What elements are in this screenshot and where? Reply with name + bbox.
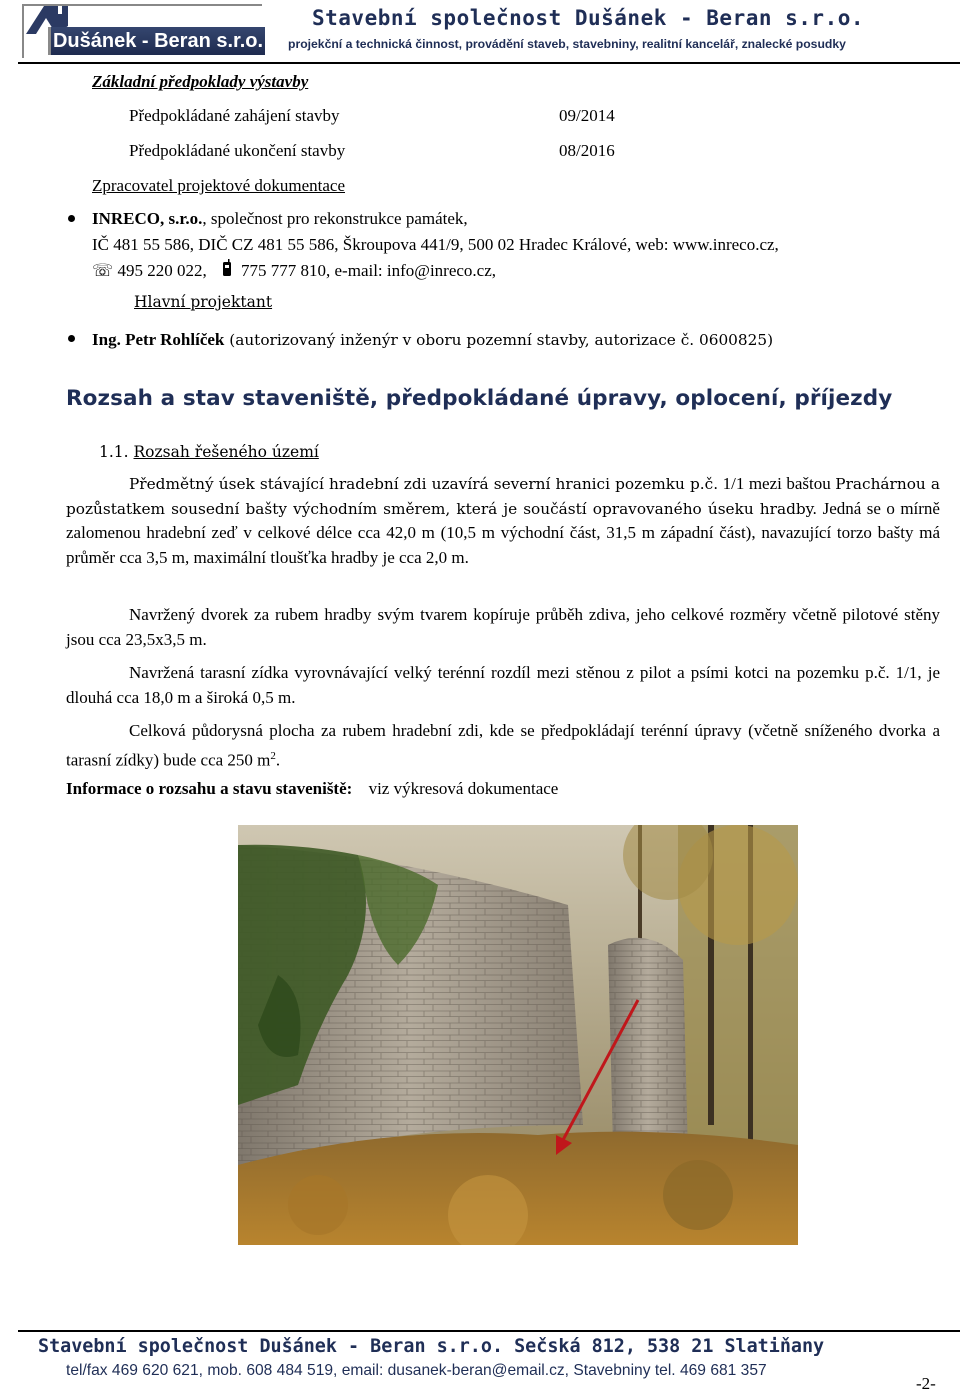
assumptions-heading: Základní předpoklady výstavby [92, 72, 309, 91]
processor-address: IČ 481 55 586, DIČ CZ 481 55 586, Škroupova 441/9, 500 02 Hradec Králové, web: www.inreco.cz, [92, 235, 779, 254]
company-title: Stavební společnost Dušánek - Beran s.r.o. [312, 6, 865, 30]
processor-company-name: INRECO, s.r.o. [92, 209, 203, 228]
processor-company-line [92, 207, 468, 231]
p1-part-b: 1/1 mezi baštou [718, 474, 831, 493]
site-info-value: viz výkresová dokumentace [368, 779, 559, 798]
p1-part-d: Jedná se o mírně zalomenou hradební zeď v celkové délce cca 42,0 m (10,5 m východní část, 31,5 m západní část), navazující torzo bašty má průměr cca 3,5 m, maximální tloušťka hradby je cca 2,0 m. [66, 498, 940, 567]
footer-contacts: tel/fax 469 620 621, mob. 608 484 519, email: dusanek-beran@email.cz, Stavebniny tel. 469 681 357 [66, 1362, 767, 1379]
p4-text: Celková půdorysná plocha za rubem hradební zdi, kde se předpokládají terénní úpravy (včetně sníženého dvorka a tarasní zídky) bude cca 250 m [66, 721, 940, 770]
processor-mobile: 775 777 810, e-mail: info@inreco.cz, [241, 261, 497, 280]
subsection-title: Rozsah řešeného území [133, 443, 319, 461]
company-subtitle: projekční a technická činnost, provádění staveb, stavebniny, realitní kancelář, znalecké posudky [288, 37, 846, 51]
p3-text: Navržená tarasní zídka vyrovnávající velký terénní rozdíl mezi stěnou z pilot a psími kotci na pozemku p.č. 1/1, je dlouhá cca 18,0 m a široká 0,5 m. [66, 663, 940, 707]
footer-divider [18, 1330, 960, 1332]
header-divider [18, 62, 960, 64]
phone-icon: ☏ [92, 261, 114, 280]
site-photo [238, 825, 798, 1245]
end-label: Předpokládané ukončení stavby [129, 141, 346, 160]
paragraph-3 [66, 661, 940, 710]
p4-end: . [275, 750, 281, 770]
subsection-heading [99, 440, 319, 464]
lead-name: Ing. Petr Rohlíček [92, 330, 225, 349]
processor-heading: Zpracovatel projektové dokumentace [92, 176, 345, 195]
page-header [0, 0, 960, 64]
bullet-icon [68, 335, 75, 342]
bullet-icon [68, 215, 75, 222]
p1-part-a: Předmětný úsek stávající hradební zdi uzavírá severní hranici pozemku p.č. [129, 475, 719, 493]
end-value: 08/2016 [559, 141, 615, 160]
start-value: 09/2014 [559, 106, 615, 125]
logo-text: Dušánek - Beran s.r.o. [48, 27, 265, 55]
company-logo [22, 4, 262, 58]
p1-part-c: Prachárnou a pozůstatkem sousední bašty východním směrem, která je součástí opravovaného úseku hradby. [66, 475, 941, 518]
lead-line [92, 328, 773, 352]
site-info-label: Informace o rozsahu a stavu staveniště: [66, 779, 353, 798]
start-label: Předpokládané zahájení stavby [129, 106, 340, 125]
section-heading: Rozsah a stav staveniště, předpokládané úpravy, oplocení, příjezdy [66, 386, 893, 411]
paragraph-1 [66, 472, 940, 570]
footer-company-address: Stavební společnost Dušánek - Beran s.r.o. Sečská 812, 538 21 Slatiňany [38, 1336, 825, 1357]
lead-heading: Hlavní projektant [134, 293, 273, 311]
processor-phone: 495 220 022, [117, 261, 207, 280]
processor-company-desc: , společnost pro rekonstrukce památek, [202, 209, 468, 228]
site-info-line [66, 777, 558, 801]
paragraph-2 [66, 603, 940, 652]
p2-text: Navržený dvorek za rubem hradby svým tvarem kopíruje průběh zdiva, jeho celkové rozměry včetně pilotové stěny jsou cca 23,5x3,5 m. [66, 605, 940, 649]
mobile-phone-icon [221, 259, 233, 283]
lead-desc: (autorizovaný inženýr v oboru pozemní stavby, autorizace č. 0600825) [224, 331, 774, 349]
processor-contacts [92, 259, 496, 283]
p4-superscript: 2 [270, 749, 276, 762]
page-number: -2- [916, 1374, 936, 1393]
subsection-number: 1.1. [99, 443, 129, 461]
paragraph-4 [66, 719, 940, 773]
